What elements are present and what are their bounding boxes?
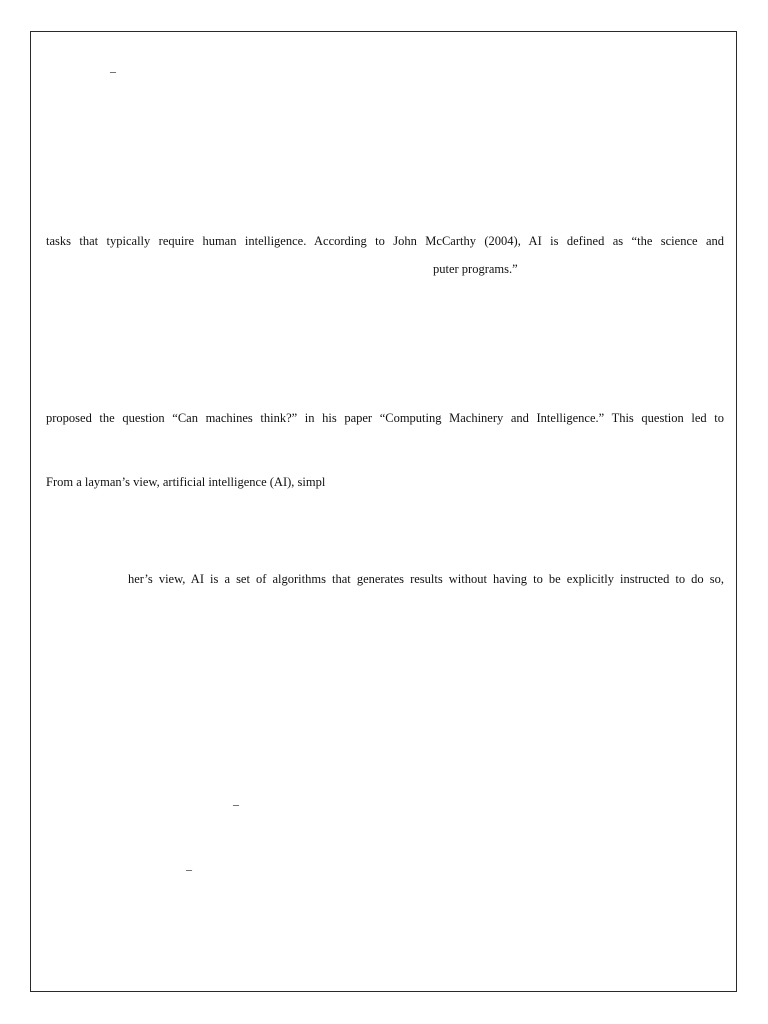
layman-view-line: From a layman’s view, artificial intelligence (AI), simpl [46,475,326,489]
dash-mark: – [233,797,239,811]
dash-mark: – [110,64,116,78]
definition-line-1: tasks that typically require human intelligence. According to John McCarthy (2004), AI is defined as “the science and [46,234,724,248]
algorithm-view-line: her’s view, AI is a set of algorithms that generates results without having to be explicitly instructed to do so, [128,572,724,586]
turing-question-line: proposed the question “Can machines think?” in his paper “Computing Machinery and Intelligence.” This question led to [46,411,724,425]
document-page [30,31,737,992]
definition-line-2: puter programs.” [433,262,518,276]
dash-mark: – [186,862,192,876]
